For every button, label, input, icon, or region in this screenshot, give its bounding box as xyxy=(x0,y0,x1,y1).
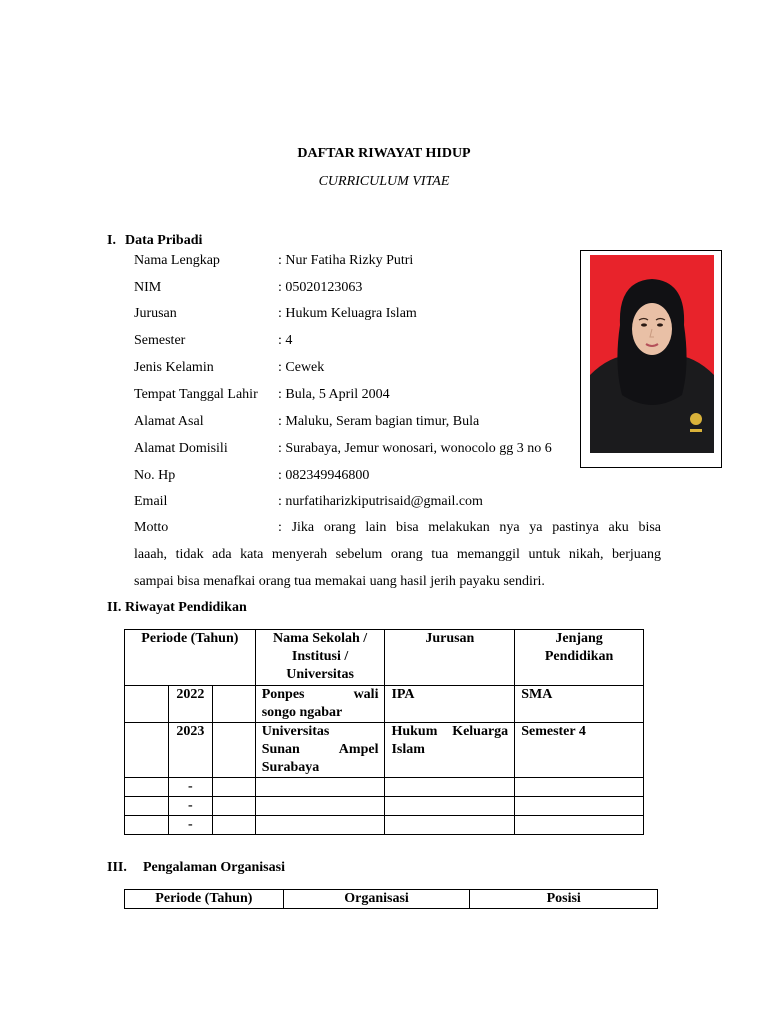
motto-line-1: : Jika orang lain bisa melakukan nya ya pastinya aku bisa xyxy=(278,520,661,535)
table-row xyxy=(125,778,644,797)
field-label-name: Nama Lengkap xyxy=(134,253,220,268)
profile-photo-frame xyxy=(580,250,722,468)
document-title: DAFTAR RIWAYAT HIDUP xyxy=(297,146,471,161)
section-2-number: II. xyxy=(107,600,122,615)
field-value-nim: : 05020123063 xyxy=(278,280,363,295)
field-value-name: : Nur Fatiha Rizky Putri xyxy=(278,253,414,268)
row-major: Hukum Keluarga Islam xyxy=(385,723,515,778)
field-label-gender: Jenis Kelamin xyxy=(134,360,214,375)
education-table xyxy=(124,629,644,835)
field-label-phone: No. Hp xyxy=(134,468,176,483)
field-label-jurusan: Jurusan xyxy=(134,306,177,321)
row-year: 2022 xyxy=(168,686,212,723)
row-level: SMA xyxy=(515,686,644,723)
header-periode: Periode (Tahun) xyxy=(125,630,256,686)
table-row xyxy=(125,686,644,723)
row-year: 2023 xyxy=(168,723,212,778)
section-1-number: I. xyxy=(107,233,116,248)
header-school: Nama Sekolah / Institusi / Universitas xyxy=(255,630,385,686)
row-level: Semester 4 xyxy=(515,723,644,778)
table-row xyxy=(125,723,644,778)
header-level: Jenjang Pendidikan xyxy=(515,630,644,686)
field-value-jurusan: : Hukum Keluagra Islam xyxy=(278,306,417,321)
table-row xyxy=(125,797,644,816)
row-school: Universitas Sunan Ampel Surabaya xyxy=(255,723,385,778)
section-2-heading: Riwayat Pendidikan xyxy=(125,600,247,615)
organization-header-row xyxy=(125,890,658,909)
org-header-position: Posisi xyxy=(470,890,658,909)
profile-photo xyxy=(590,255,714,453)
field-label-domicile: Alamat Domisili xyxy=(134,441,228,456)
row-dash: - xyxy=(168,797,212,816)
field-value-gender: : Cewek xyxy=(278,360,325,375)
field-value-origin-address: : Maluku, Seram bagian timur, Bula xyxy=(278,414,480,429)
section-1-heading: Data Pribadi xyxy=(125,233,203,248)
table-row xyxy=(125,816,644,835)
section-3-number: III. xyxy=(107,860,127,875)
motto-line-3: sampai bisa menafkai orang tua memakai uang hasil jerih payaku sendiri. xyxy=(134,574,545,589)
header-major: Jurusan xyxy=(385,630,515,686)
org-header-periode: Periode (Tahun) xyxy=(125,890,284,909)
field-value-domicile: : Surabaya, Jemur wonosari, wonocolo gg 3 no 6 xyxy=(278,441,552,456)
motto-line-2: laaah, tidak ada kata menyerah sebelum orang tua memanggil untuk nikah, berjuang xyxy=(134,547,661,562)
field-value-birth: : Bula, 5 April 2004 xyxy=(278,387,390,402)
field-label-nim: NIM xyxy=(134,280,162,295)
field-label-semester: Semester xyxy=(134,333,186,348)
field-value-phone: : 082349946800 xyxy=(278,468,370,483)
field-label-email: Email xyxy=(134,494,168,509)
field-label-birth: Tempat Tanggal Lahir xyxy=(134,387,258,402)
field-value-email: : nurfatiharizkiputrisaid@gmail.com xyxy=(278,494,483,509)
field-label-motto: Motto xyxy=(134,520,169,535)
row-school: Ponpes wali songo ngabar xyxy=(255,686,385,723)
org-header-organization: Organisasi xyxy=(283,890,470,909)
document-subtitle: CURRICULUM VITAE xyxy=(318,174,450,189)
field-label-origin-address: Alamat Asal xyxy=(134,414,204,429)
row-dash: - xyxy=(168,816,212,835)
row-dash: - xyxy=(168,778,212,797)
field-value-semester: : 4 xyxy=(278,333,293,348)
portrait-illustration xyxy=(590,255,714,453)
row-major: IPA xyxy=(385,686,515,723)
organization-table xyxy=(124,889,658,909)
education-header-row xyxy=(125,630,644,686)
section-3-heading: Pengalaman Organisasi xyxy=(143,860,285,875)
